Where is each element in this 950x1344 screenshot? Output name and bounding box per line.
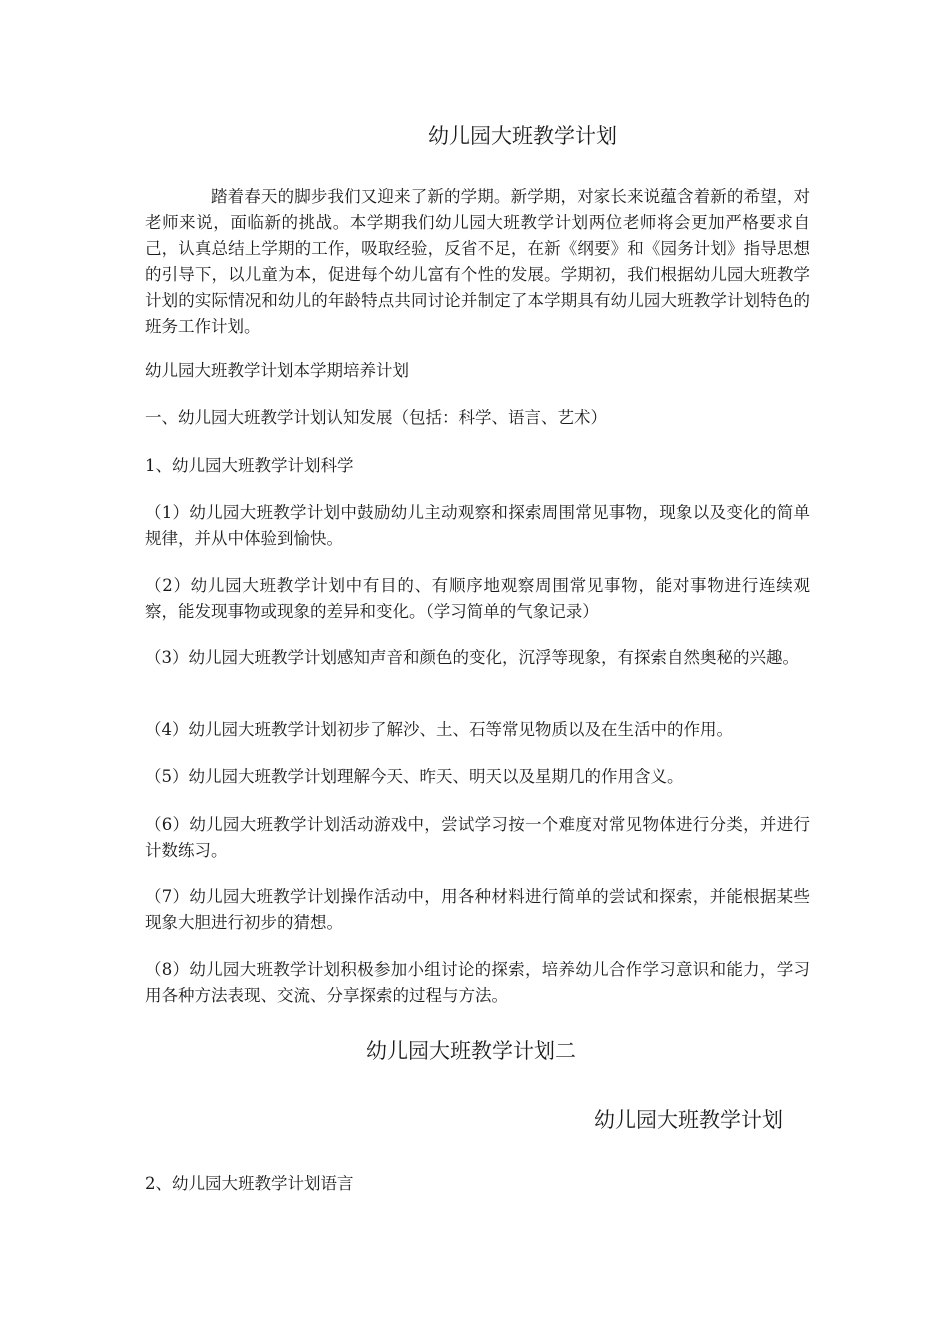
list-item: （7）幼儿园大班教学计划操作活动中，用各种材料进行简单的尝试和探索，并能根据某些现象大胆进行初步的猜想。 — [145, 887, 810, 932]
section-title-two: 幼儿园大班教学计划二 — [366, 1039, 576, 1063]
list-item: （6）幼儿园大班教学计划活动游戏中，尝试学习按一个难度对常见物体进行分类，并进行计数练习。 — [145, 815, 810, 860]
list-item: （4）幼儿园大班教学计划初步了解沙、土、石等常见物质以及在生活中的作用。 — [145, 720, 733, 739]
sub-two-heading: 2、幼儿园大班教学计划语言 — [145, 1174, 354, 1193]
document-title: 幼儿园大班教学计划 — [428, 124, 617, 148]
list-item: （5）幼儿园大班教学计划理解今天、昨天、明天以及星期几的作用含义。 — [145, 767, 684, 786]
sub-one-heading: 1、幼儿园大班教学计划科学 — [145, 456, 354, 475]
list-item: （2）幼儿园大班教学计划中有目的、有顺序地观察周围常见事物，能对事物进行连续观察，能发现事物或现象的差异和变化。（学习简单的气象记录） — [145, 576, 810, 621]
list-item: （8）幼儿园大班教学计划积极参加小组讨论的探索，培养幼儿合作学习意识和能力，学习用各种方法表现、交流、分享探索的过程与方法。 — [145, 960, 810, 1005]
part-one-heading: 一、幼儿园大班教学计划认知发展（包括：科学、语言、艺术） — [145, 408, 607, 427]
list-item: （3）幼儿园大班教学计划感知声音和颜色的变化，沉浮等现象，有探索自然奥秘的兴趣。 — [145, 648, 799, 667]
section-heading: 幼儿园大班教学计划本学期培养计划 — [145, 361, 409, 380]
list-item: （1）幼儿园大班教学计划中鼓励幼儿主动观察和探索周围常见事物，现象以及变化的简单规律，并从中体验到愉快。 — [145, 503, 810, 548]
intro-paragraph: 踏着春天的脚步我们又迎来了新的学期。新学期，对家长来说蕴含着新的希望，对老师来说，面临新的挑战。本学期我们幼儿园大班教学计划两位老师将会更加严格要求自己，认真总结上学期的工作，吸取经验，反省不足，在新《纲要》和《园务计划》指导思想的引导下，以儿童为本，促进每个幼儿富有个性的发展。学期初，我们根据幼儿园大班教学计划的实际情况和幼儿的年龄特点共同讨论并制定了本学期具有幼儿园大班教学计划特色的班务工作计划。 — [145, 187, 810, 336]
section-title-three: 幼儿园大班教学计划 — [594, 1108, 783, 1132]
